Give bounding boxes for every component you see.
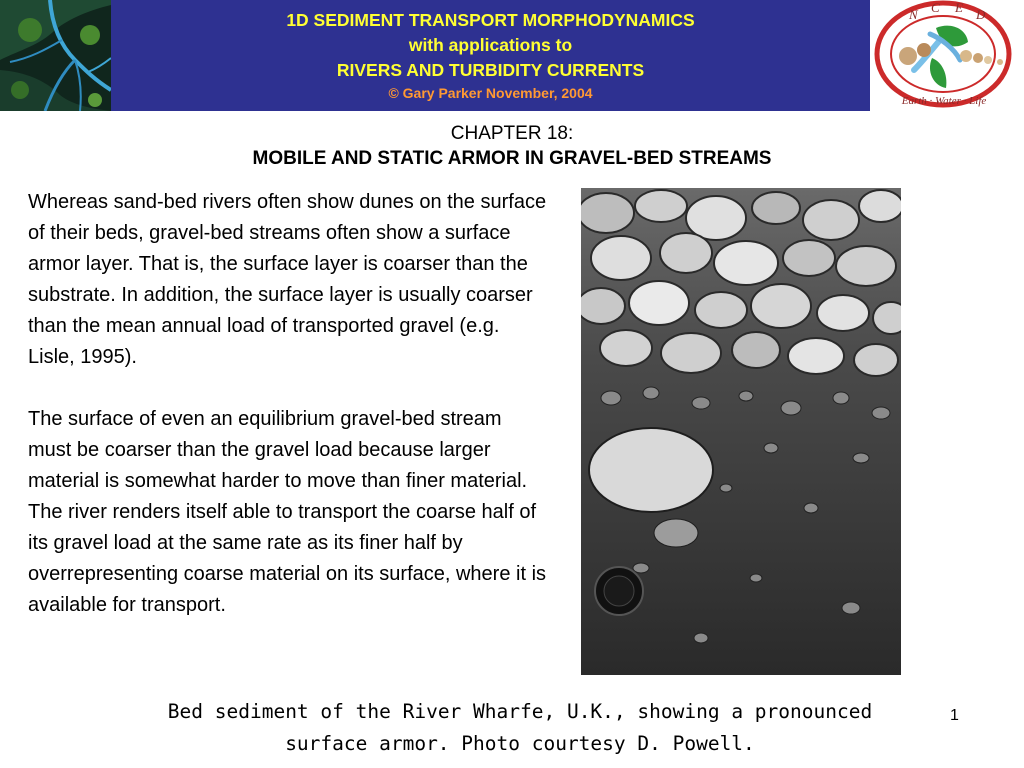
chapter-number: CHAPTER 18: <box>450 123 574 144</box>
logo-letter-n: N <box>909 7 918 22</box>
body-text <box>28 187 548 621</box>
header-title-line2: with applications to <box>408 35 573 55</box>
logo-ring-text: Earth · Water · Life <box>901 95 987 107</box>
nced-logo <box>870 0 1024 111</box>
chapter-heading <box>0 121 1024 171</box>
paragraph-2: The surface of even an equilibrium gravel-bed stream must be coarser than the gravel load because larger material is somewhat harder to move than finer material. The river renders itself able to transport the coarse half of its gravel load at the same rate as its finer half by overrepresenting coarse material on its surface, where it is available for transport. <box>28 408 547 616</box>
gravel-bed-photo <box>581 188 901 675</box>
header-copyright: © Gary Parker November, 2004 <box>388 85 593 101</box>
header-title-line1: 1D SEDIMENT TRANSPORT MORPHODYNAMICS <box>286 10 695 30</box>
paragraph-1: Whereas sand-bed rivers often show dunes on the surface of their beds, gravel-bed streams often show a surface armor layer. That is, the surface layer is coarser than the substrate. In addition, the surface layer is usually coarser than the mean annual load of transported gravel (e.g. Lisle, 1995). <box>28 191 547 368</box>
caption-line2: surface armor. Photo courtesy D. Powell. <box>285 732 755 755</box>
header-title <box>111 8 870 103</box>
photo-caption <box>0 696 1024 760</box>
page-number: 1 <box>950 707 959 724</box>
chapter-title: MOBILE AND STATIC ARMOR IN GRAVEL-BED STREAMS <box>252 148 772 169</box>
header-title-line3: RIVERS AND TURBIDITY CURRENTS <box>336 60 645 80</box>
delta-satellite-image <box>0 0 111 111</box>
logo-letter-e: E <box>955 0 963 15</box>
logo-letter-d: D <box>976 7 986 22</box>
caption-line1: Bed sediment of the River Wharfe, U.K., showing a pronounced <box>167 700 873 723</box>
logo-letter-c: C <box>931 0 940 15</box>
